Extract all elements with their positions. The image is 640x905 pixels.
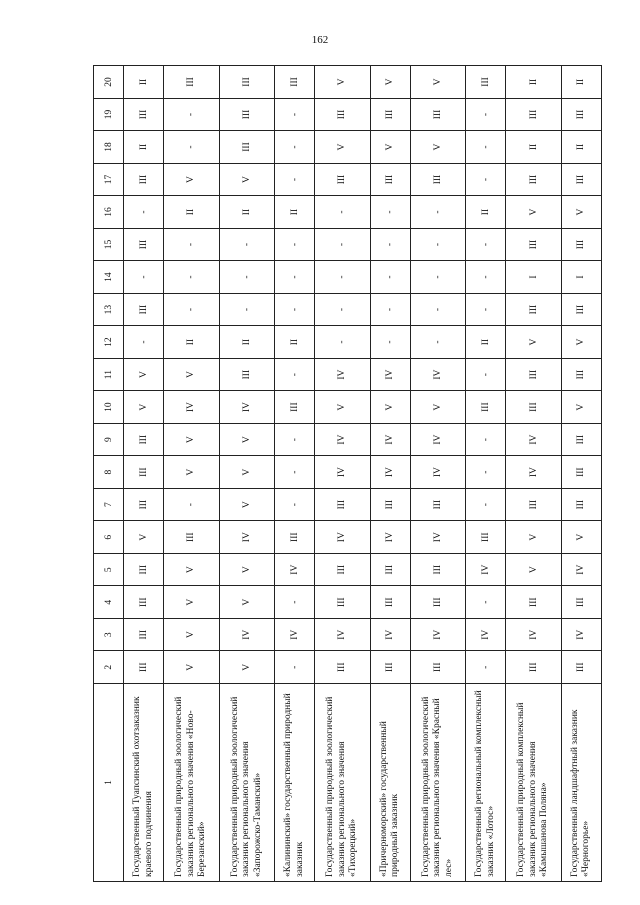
value-cell: -	[275, 456, 315, 489]
value-cell: III	[164, 66, 219, 99]
value-cell: III	[124, 163, 164, 196]
value-cell: V	[370, 66, 410, 99]
value-cell: -	[466, 488, 506, 521]
value-cell: -	[124, 326, 164, 359]
value-cell: III	[164, 521, 219, 554]
value-cell: III	[561, 456, 601, 489]
value-cell: IV	[315, 456, 370, 489]
value-cell: -	[466, 358, 506, 391]
value-cell: -	[370, 261, 410, 294]
value-cell: -	[466, 423, 506, 456]
value-cell: I	[506, 261, 561, 294]
table-row	[466, 66, 506, 882]
header-cell: 19	[94, 98, 124, 131]
value-cell: V	[506, 196, 561, 229]
header-cell: 8	[94, 456, 124, 489]
value-cell: III	[466, 391, 506, 424]
value-cell: II	[466, 196, 506, 229]
value-cell: IV	[275, 618, 315, 651]
value-cell: V	[124, 391, 164, 424]
value-cell: II	[561, 131, 601, 164]
value-cell: V	[561, 391, 601, 424]
value-cell: V	[164, 553, 219, 586]
value-cell: III	[370, 651, 410, 684]
value-cell: III	[506, 488, 561, 521]
value-cell: -	[275, 651, 315, 684]
value-cell: III	[561, 358, 601, 391]
value-cell: V	[561, 196, 601, 229]
value-cell: -	[275, 423, 315, 456]
value-cell: -	[164, 98, 219, 131]
table-row	[315, 66, 370, 882]
value-cell: V	[164, 618, 219, 651]
value-cell: IV	[219, 618, 274, 651]
header-cell: 14	[94, 261, 124, 294]
value-cell: -	[370, 326, 410, 359]
value-cell: -	[466, 456, 506, 489]
rotated-table-container	[93, 66, 602, 882]
value-cell: III	[506, 163, 561, 196]
value-cell: V	[315, 131, 370, 164]
value-cell: -	[219, 293, 274, 326]
value-cell: III	[124, 423, 164, 456]
value-cell: -	[164, 131, 219, 164]
value-cell: III	[410, 586, 465, 619]
value-cell: IV	[466, 618, 506, 651]
value-cell: -	[410, 326, 465, 359]
value-cell: III	[561, 293, 601, 326]
reserve-name-cell: «Калининский» государственный природный заказник	[275, 684, 315, 882]
value-cell: III	[219, 358, 274, 391]
value-cell: V	[219, 423, 274, 456]
value-cell: V	[164, 358, 219, 391]
table-row	[219, 66, 274, 882]
value-cell: -	[164, 261, 219, 294]
value-cell: V	[219, 586, 274, 619]
value-cell: -	[275, 163, 315, 196]
value-cell: II	[219, 196, 274, 229]
value-cell: III	[275, 391, 315, 424]
value-cell: IV	[275, 553, 315, 586]
value-cell: -	[466, 98, 506, 131]
value-cell: III	[219, 131, 274, 164]
table-row	[506, 66, 561, 882]
value-cell: -	[466, 293, 506, 326]
header-cell: 1	[94, 684, 124, 882]
header-cell: 9	[94, 423, 124, 456]
value-cell: III	[561, 488, 601, 521]
value-cell: III	[506, 293, 561, 326]
value-cell: III	[124, 553, 164, 586]
reserve-name-cell: Государственный ландшафтный заказник «Черногорье»	[561, 684, 601, 882]
value-cell: III	[410, 651, 465, 684]
reserve-name-cell: Государственный региональный комплексный заказник «Лотос»	[466, 684, 506, 882]
value-cell: III	[370, 163, 410, 196]
value-cell: V	[410, 391, 465, 424]
table-row	[164, 66, 219, 882]
value-cell: -	[410, 261, 465, 294]
value-cell: -	[275, 228, 315, 261]
value-cell: III	[124, 488, 164, 521]
value-cell: II	[561, 66, 601, 99]
reserve-name-cell: Государственный природный зоологический заказник регионального значения «Запорожско-Таманский»	[219, 684, 274, 882]
value-cell: II	[219, 326, 274, 359]
value-cell: III	[315, 651, 370, 684]
value-cell: V	[561, 521, 601, 554]
value-cell: III	[561, 228, 601, 261]
value-cell: -	[410, 293, 465, 326]
value-cell: -	[466, 651, 506, 684]
value-cell: III	[315, 163, 370, 196]
value-cell: V	[370, 131, 410, 164]
value-cell: I	[561, 261, 601, 294]
value-cell: III	[124, 586, 164, 619]
value-cell: V	[506, 553, 561, 586]
value-cell: IV	[219, 521, 274, 554]
value-cell: -	[315, 293, 370, 326]
value-cell: III	[561, 651, 601, 684]
value-cell: III	[315, 488, 370, 521]
value-cell: II	[506, 66, 561, 99]
value-cell: III	[466, 521, 506, 554]
value-cell: V	[561, 326, 601, 359]
value-cell: V	[164, 586, 219, 619]
value-cell: V	[219, 163, 274, 196]
value-cell: -	[275, 131, 315, 164]
value-cell: -	[219, 261, 274, 294]
page-number: 162	[311, 34, 329, 46]
header-cell: 13	[94, 293, 124, 326]
value-cell: IV	[315, 618, 370, 651]
header-cell: 11	[94, 358, 124, 391]
value-cell: III	[370, 488, 410, 521]
value-cell: III	[506, 228, 561, 261]
reserve-name-cell: «Причерноморский» государственный природный заказник	[370, 684, 410, 882]
value-cell: -	[370, 293, 410, 326]
header-cell: 4	[94, 586, 124, 619]
reserve-name-cell: Государственный природный зоологический заказник регионального значения «Ново-Березанский»	[164, 684, 219, 882]
value-cell: -	[275, 261, 315, 294]
value-cell: III	[410, 488, 465, 521]
value-cell: -	[410, 196, 465, 229]
value-cell: III	[124, 618, 164, 651]
header-cell: 12	[94, 326, 124, 359]
value-cell: III	[410, 98, 465, 131]
header-cell: 7	[94, 488, 124, 521]
value-cell: V	[410, 131, 465, 164]
value-cell: III	[275, 66, 315, 99]
value-cell: -	[315, 261, 370, 294]
value-cell: III	[370, 586, 410, 619]
reserve-name-cell: Государственный природный комплексный заказник регионального значения «Камышанова Поляна»	[506, 684, 561, 882]
table-row	[370, 66, 410, 882]
value-cell: II	[275, 196, 315, 229]
table-row	[410, 66, 465, 882]
value-cell: V	[315, 66, 370, 99]
table-row	[275, 66, 315, 882]
value-cell: III	[124, 98, 164, 131]
value-cell: -	[164, 293, 219, 326]
value-cell: IV	[506, 456, 561, 489]
value-cell: -	[275, 586, 315, 619]
data-table	[93, 65, 602, 882]
value-cell: V	[164, 163, 219, 196]
value-cell: IV	[561, 553, 601, 586]
value-cell: IV	[410, 521, 465, 554]
value-cell: IV	[315, 358, 370, 391]
value-cell: III	[506, 651, 561, 684]
value-cell: -	[466, 261, 506, 294]
table-row	[561, 66, 601, 882]
value-cell: -	[275, 293, 315, 326]
value-cell: V	[410, 66, 465, 99]
value-cell: -	[124, 261, 164, 294]
value-cell: II	[506, 131, 561, 164]
value-cell: III	[124, 456, 164, 489]
value-cell: III	[561, 423, 601, 456]
value-cell: -	[124, 196, 164, 229]
value-cell: -	[315, 326, 370, 359]
value-cell: II	[466, 326, 506, 359]
value-cell: V	[370, 391, 410, 424]
value-cell: -	[275, 358, 315, 391]
value-cell: V	[164, 423, 219, 456]
reserve-name-cell: Государственный природный зоологический заказник регионального значения «Красный лес»	[410, 684, 465, 882]
value-cell: -	[164, 228, 219, 261]
value-cell: V	[219, 553, 274, 586]
value-cell: II	[124, 131, 164, 164]
value-cell: IV	[370, 521, 410, 554]
reserve-name-cell: Государственный природный зоологический заказник регионального значения «Тихорецкий»	[315, 684, 370, 882]
value-cell: IV	[370, 456, 410, 489]
value-cell: V	[124, 358, 164, 391]
value-cell: III	[506, 391, 561, 424]
header-cell: 3	[94, 618, 124, 651]
value-cell: -	[275, 98, 315, 131]
value-cell: II	[275, 326, 315, 359]
value-cell: -	[466, 228, 506, 261]
value-cell: IV	[506, 618, 561, 651]
value-cell: IV	[219, 391, 274, 424]
value-cell: V	[219, 488, 274, 521]
value-cell: -	[466, 586, 506, 619]
value-cell: III	[219, 98, 274, 131]
value-cell: -	[370, 228, 410, 261]
value-cell: III	[124, 228, 164, 261]
value-cell: III	[410, 163, 465, 196]
value-cell: III	[561, 163, 601, 196]
value-cell: -	[219, 228, 274, 261]
value-cell: III	[466, 66, 506, 99]
table-row	[124, 66, 164, 882]
header-cell: 15	[94, 228, 124, 261]
header-cell: 6	[94, 521, 124, 554]
value-cell: III	[315, 553, 370, 586]
header-cell: 2	[94, 651, 124, 684]
header-cell: 16	[94, 196, 124, 229]
value-cell: III	[561, 98, 601, 131]
value-cell: IV	[466, 553, 506, 586]
value-cell: IV	[410, 456, 465, 489]
value-cell: V	[164, 456, 219, 489]
value-cell: IV	[315, 423, 370, 456]
value-cell: -	[315, 196, 370, 229]
value-cell: IV	[370, 618, 410, 651]
value-cell: -	[466, 131, 506, 164]
value-cell: III	[124, 293, 164, 326]
value-cell: III	[315, 98, 370, 131]
value-cell: IV	[315, 521, 370, 554]
value-cell: III	[124, 651, 164, 684]
value-cell: IV	[370, 358, 410, 391]
value-cell: -	[370, 196, 410, 229]
value-cell: III	[315, 586, 370, 619]
value-cell: -	[466, 163, 506, 196]
value-cell: IV	[410, 618, 465, 651]
value-cell: II	[164, 196, 219, 229]
value-cell: -	[164, 488, 219, 521]
value-cell: III	[561, 586, 601, 619]
value-cell: III	[370, 98, 410, 131]
value-cell: -	[410, 228, 465, 261]
reserve-name-cell: Государственный Туапсинский охотзаказник краевого подчинения	[124, 684, 164, 882]
value-cell: V	[219, 456, 274, 489]
header-cell: 10	[94, 391, 124, 424]
value-cell: III	[506, 98, 561, 131]
value-cell: III	[506, 586, 561, 619]
value-cell: III	[219, 66, 274, 99]
header-cell: 18	[94, 131, 124, 164]
value-cell: -	[315, 228, 370, 261]
value-cell: V	[315, 391, 370, 424]
value-cell: III	[275, 521, 315, 554]
value-cell: III	[410, 553, 465, 586]
value-cell: V	[219, 651, 274, 684]
header-cell: 17	[94, 163, 124, 196]
value-cell: IV	[370, 423, 410, 456]
value-cell: IV	[410, 423, 465, 456]
header-cell: 20	[94, 66, 124, 99]
value-cell: V	[164, 651, 219, 684]
value-cell: IV	[164, 391, 219, 424]
value-cell: IV	[561, 618, 601, 651]
value-cell: -	[275, 488, 315, 521]
value-cell: III	[506, 358, 561, 391]
header-row	[94, 66, 124, 882]
value-cell: IV	[506, 423, 561, 456]
value-cell: V	[506, 521, 561, 554]
header-cell: 5	[94, 553, 124, 586]
value-cell: III	[370, 553, 410, 586]
value-cell: II	[164, 326, 219, 359]
value-cell: IV	[410, 358, 465, 391]
value-cell: V	[506, 326, 561, 359]
value-cell: II	[124, 66, 164, 99]
value-cell: V	[124, 521, 164, 554]
